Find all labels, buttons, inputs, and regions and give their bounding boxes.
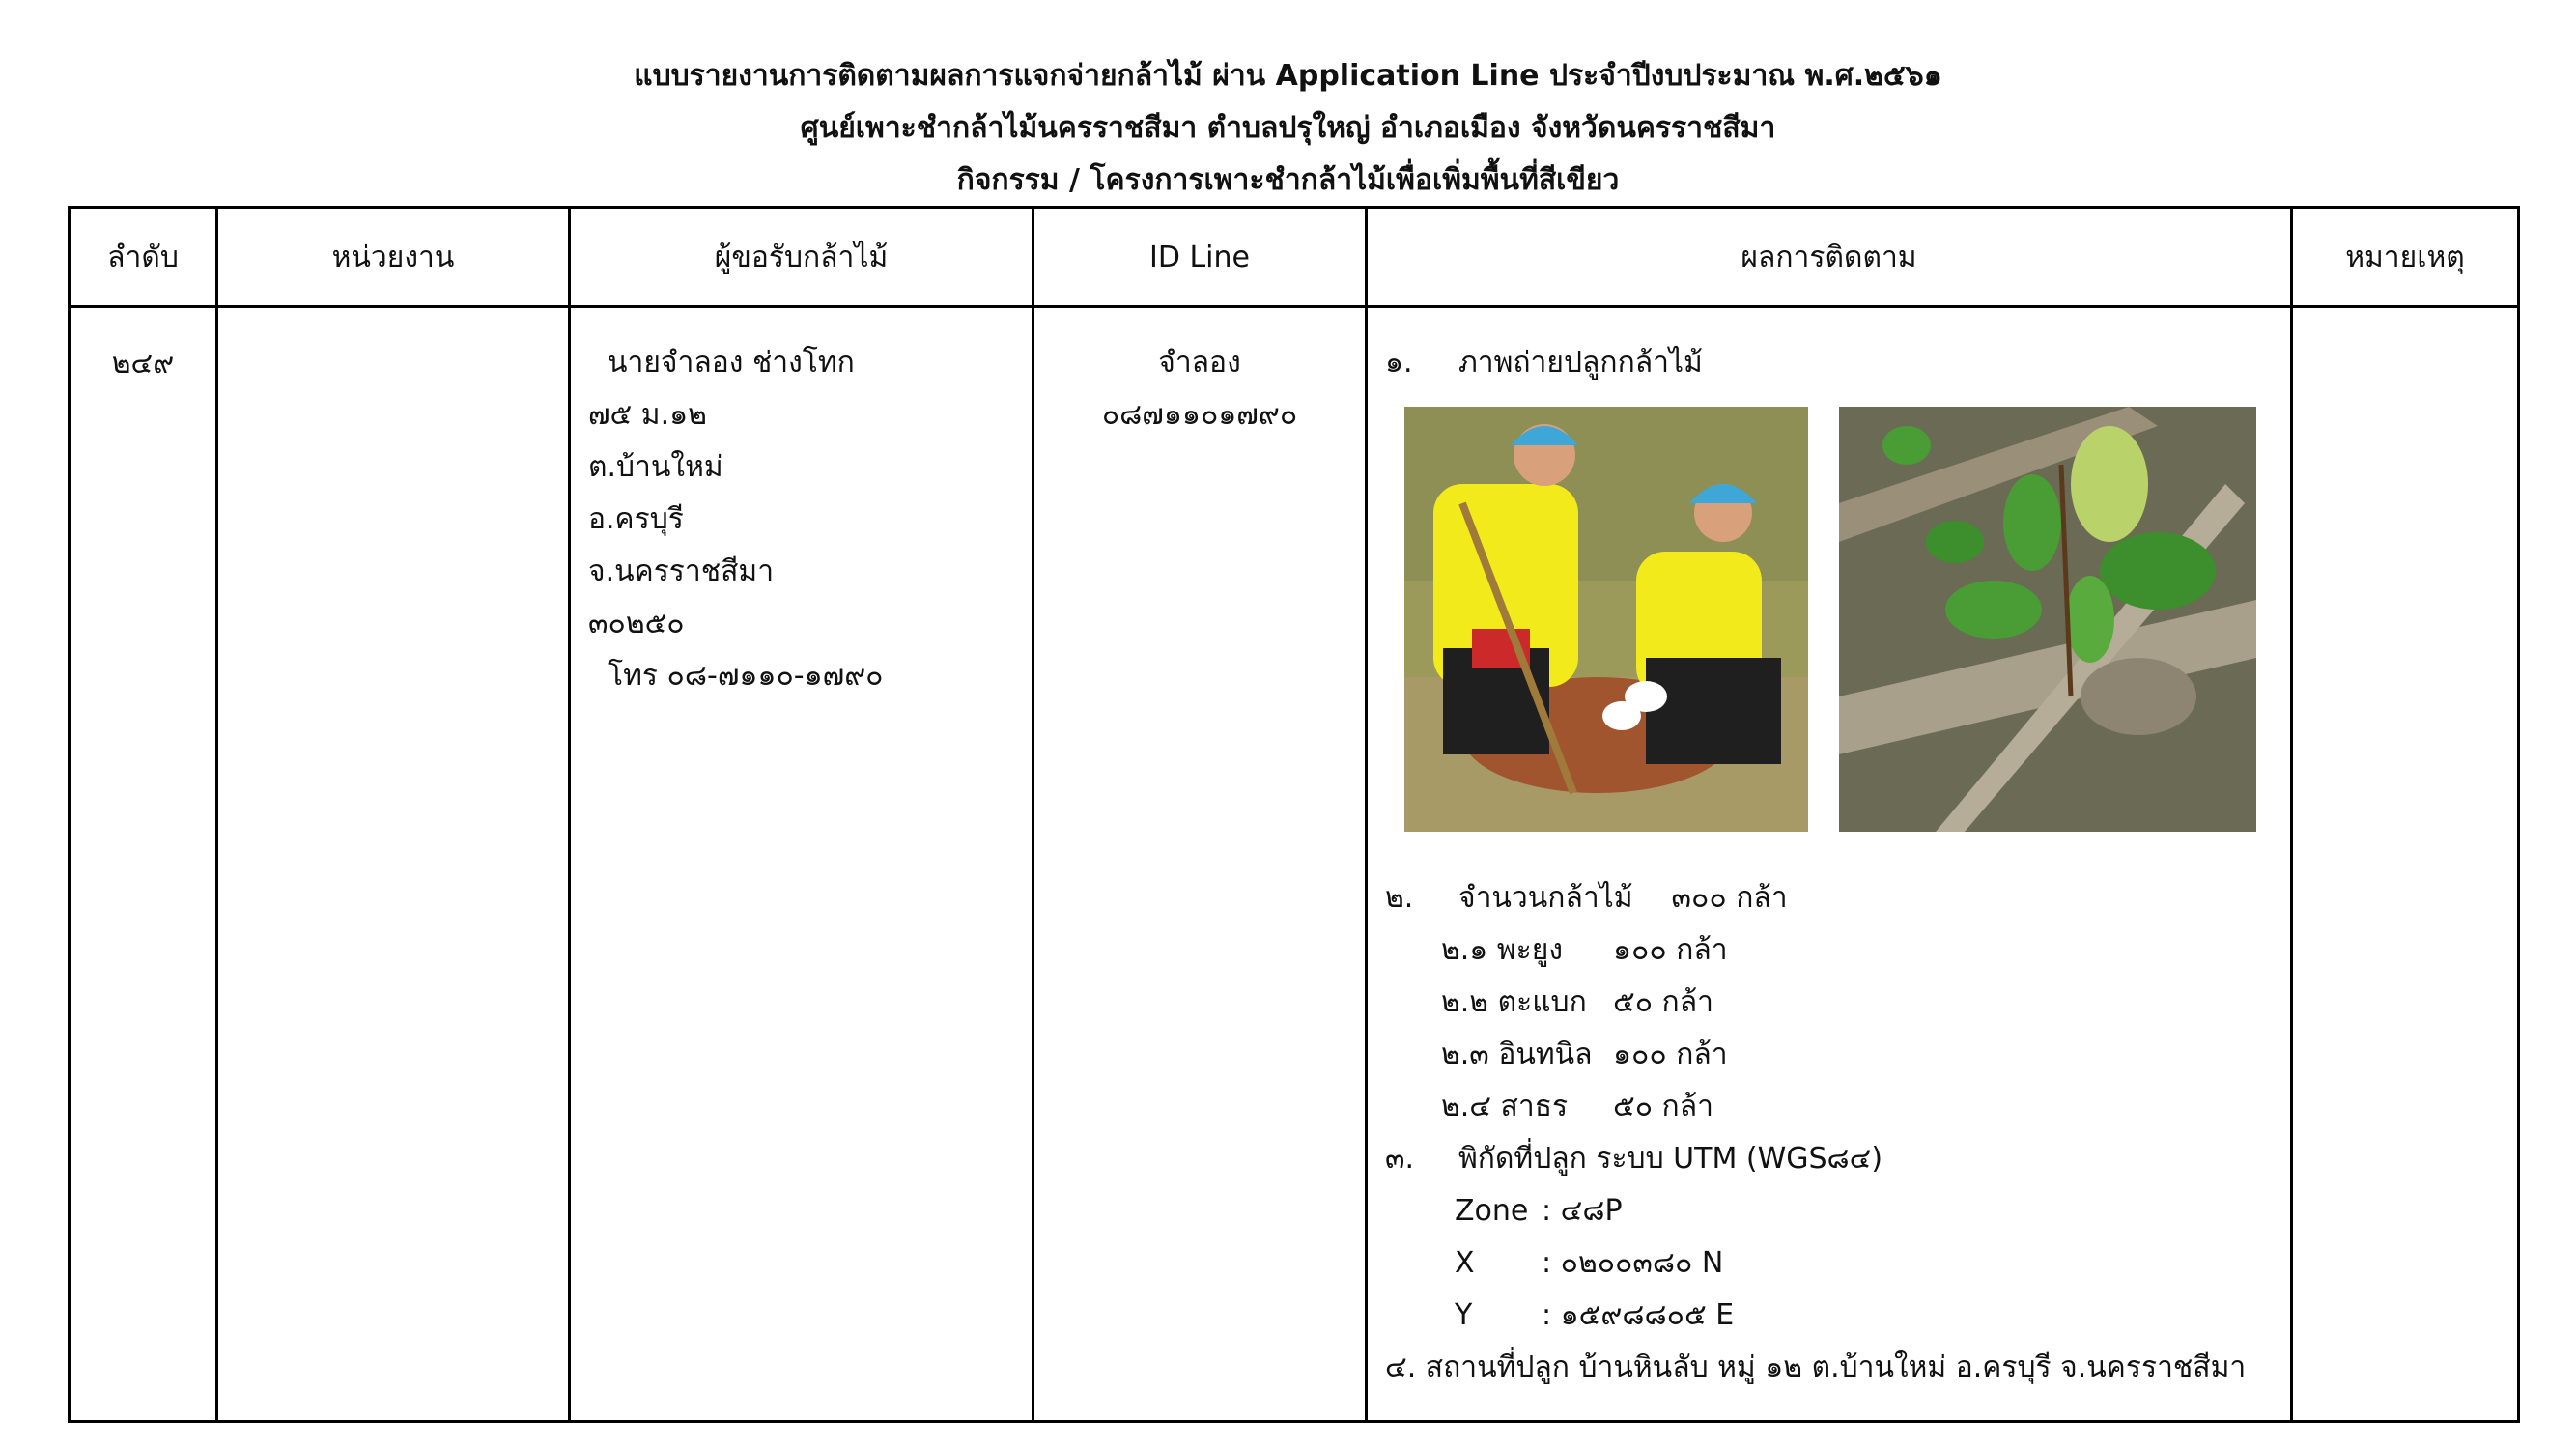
col-header-recipient: ผู้ขอรับกล้าไม้: [570, 208, 1033, 307]
col-header-remark: หมายเหตุ: [2292, 208, 2519, 307]
species-label: ๒.๑ พะยูง: [1441, 933, 1564, 967]
result-item-2-num: ๒.: [1385, 881, 1414, 915]
species-label: ๒.๔ สาธร: [1441, 1090, 1569, 1123]
utm-y: [1385, 1290, 2290, 1342]
recipient-address-4: จ.นครราชสีมา: [588, 554, 775, 588]
col-header-agency: หน่วยงาน: [217, 208, 570, 307]
result-item-3: [1385, 1133, 2290, 1185]
species-qty: ๕๐ กล้า: [1613, 1090, 1713, 1123]
table-row: [70, 307, 2519, 1422]
utm-x: [1385, 1237, 2290, 1290]
result-item-1-num: ๑.: [1385, 346, 1413, 380]
species-qty: ๕๐ กล้า: [1613, 985, 1713, 1019]
report-title: แบบรายงานการติดตามผลการแจกจ่ายกล้าไม้ ผ่าน Application Line ประจำปีงบประมาณ พ.ศ.๒๕๖๑: [634, 59, 1942, 93]
list-item: [1441, 1029, 2290, 1081]
recipient-name: นายจำลอง ช่างโทก: [608, 346, 855, 380]
utm-y-value: : ๑๕๙๘๘๐๕ E: [1542, 1298, 1735, 1332]
report-header: [0, 50, 2576, 207]
result-item-1-label: ภาพถ่ายปลูกกล้าไม้: [1458, 346, 1703, 380]
col-header-seq: ลำดับ: [70, 208, 217, 307]
idline-number: ๐๘๗๑๑๐๑๗๙๐: [1101, 398, 1298, 432]
table-header-row: [70, 208, 2519, 307]
seedling-photo: [1839, 407, 2256, 832]
species-label: ๒.๒ ตะแบก: [1441, 985, 1587, 1019]
cell-seq: ๒๔๙: [70, 307, 217, 1422]
species-qty: ๑๐๐ กล้า: [1613, 933, 1728, 967]
report-activity: กิจกรรม / โครงการเพาะชำกล้าไม้เพื่อเพิ่มพื้นที่สีเขียว: [956, 163, 1620, 197]
species-label: ๒.๓ อินทนิล: [1441, 1037, 1593, 1071]
species-list: [1385, 924, 2290, 1133]
species-qty: ๑๐๐ กล้า: [1613, 1037, 1728, 1071]
utm-zone-value: : ๔๘P: [1542, 1194, 1623, 1228]
col-header-idline: ID Line: [1033, 208, 1367, 307]
result-item-2: [1385, 872, 2290, 924]
cell-remark: [2292, 307, 2519, 1422]
utm-x-label: X: [1455, 1246, 1475, 1280]
result-item-1: [1385, 337, 2290, 389]
report-organization: ศูนย์เพาะชำกล้าไม้นครราชสีมา ตำบลปรุใหญ่ อำเภอเมือง จังหวัดนครราชสีมา: [800, 111, 1776, 145]
cell-result: [1367, 307, 2292, 1422]
idline-name: จำลอง: [1158, 346, 1241, 380]
recipient-phone: โทร ๐๘-๗๑๑๐-๑๗๙๐: [608, 659, 884, 693]
col-header-result: ผลการติดตาม: [1367, 208, 2292, 307]
cell-idline: [1033, 307, 1367, 1422]
photo-gallery: [1385, 389, 2290, 872]
planting-photo: [1404, 407, 1808, 832]
recipient-address-2: ต.บ้านใหม่: [588, 450, 723, 484]
recipient-postcode: ๓๐๒๕๐: [588, 607, 685, 640]
list-item: [1441, 924, 2290, 977]
utm-zone-label: Zone: [1455, 1194, 1529, 1228]
result-item-4: ๔. สถานที่ปลูก บ้านหินลับ หมู่ ๑๒ ต.บ้านใหม่ อ.ครบุรี จ.นครราชสีมา: [1385, 1350, 2247, 1384]
result-item-3-label: พิกัดที่ปลูก ระบบ UTM (WGS๘๔): [1458, 1142, 1883, 1176]
utm-zone: [1385, 1185, 2290, 1237]
result-item-2-label: จำนวนกล้าไม้: [1458, 881, 1633, 915]
list-item: [1441, 1081, 2290, 1133]
cell-agency: [217, 307, 570, 1422]
utm-x-value: : ๐๒๐๐๓๘๐ N: [1542, 1246, 1724, 1280]
utm-y-label: Y: [1455, 1298, 1473, 1332]
list-item: [1441, 977, 2290, 1029]
result-item-3-num: ๓.: [1385, 1142, 1415, 1176]
recipient-address-1: ๗๕ ม.๑๒: [588, 398, 707, 432]
cell-recipient: [570, 307, 1033, 1422]
report-table: [68, 206, 2520, 1423]
result-item-2-total: ๓๐๐ กล้า: [1671, 881, 1788, 915]
recipient-address-3: อ.ครบุรี: [588, 502, 684, 536]
